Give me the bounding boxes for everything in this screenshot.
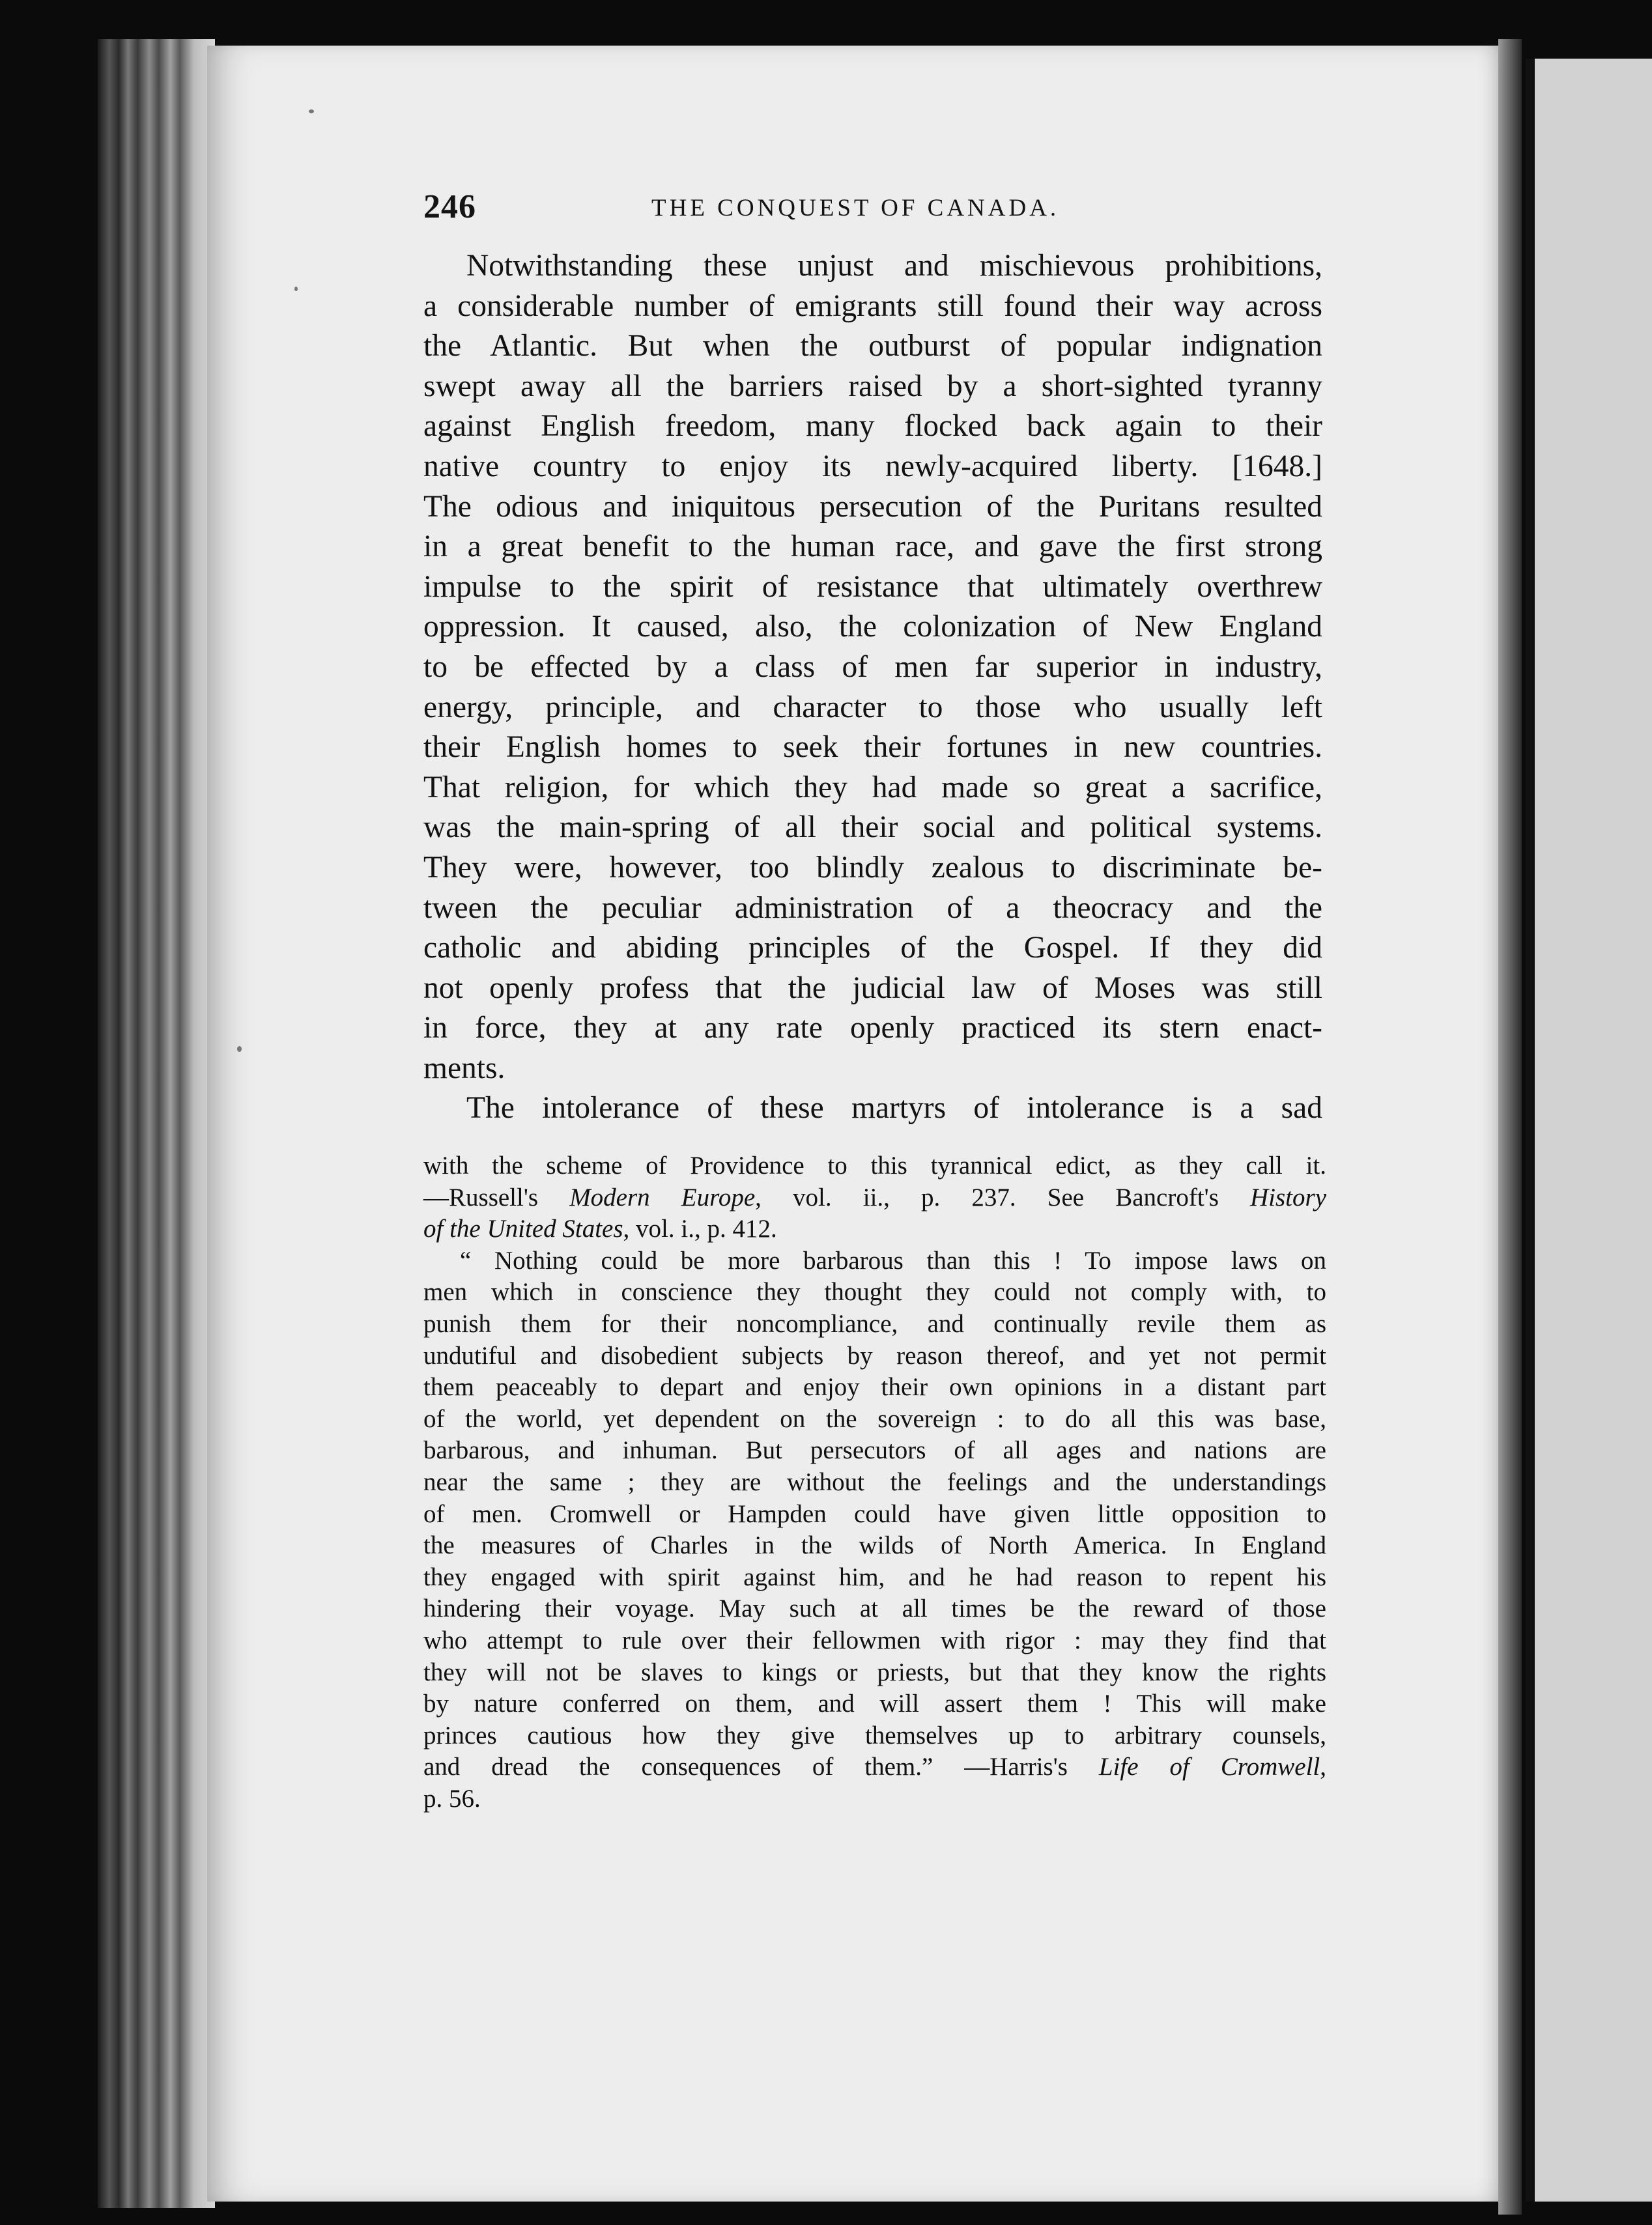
footnote-line: they will not be slaves to kings or priests, but that they know the rights	[423, 1658, 1326, 1686]
footnote-line: p. 56.	[423, 1784, 481, 1813]
footnote-line: of the world, yet dependent on the sovereign : to do all this was base,	[423, 1404, 1326, 1433]
footnote-text: , vol. ii., p. 237. See Bancroft's	[755, 1183, 1250, 1212]
footnote-line: they engaged with spirit against him, and he had reason to repent his	[423, 1563, 1326, 1591]
footnote-text: , vol. i., p. 412.	[623, 1215, 777, 1243]
page-gutter	[1498, 39, 1522, 2215]
page-header	[423, 188, 1335, 227]
footnote-line: near the same ; they are without the feelings and the understandings	[423, 1467, 1326, 1496]
text-line: against English freedom, many flocked back again to their	[423, 409, 1322, 444]
footnote-line: with the scheme of Providence to this tyrannical edict, as they call it.	[423, 1152, 1326, 1180]
footnote-line: princes cautious how they give themselves up to arbitrary counsels,	[423, 1721, 1326, 1750]
text-line: Notwithstanding these unjust and mischievous prohibitions,	[466, 249, 1322, 283]
text-line: That religion, for which they had made so great a sacrifice,	[423, 770, 1322, 804]
page-number: 246	[423, 188, 476, 225]
footnote-text: ,	[1320, 1753, 1326, 1781]
running-title: THE CONQUEST OF CANADA.	[651, 195, 1060, 221]
footnote-book-title: History	[1250, 1183, 1326, 1212]
footnote-book-title: Life of Cromwell	[1098, 1753, 1320, 1781]
footnote-line	[423, 1213, 1326, 1245]
footnote-line: men which in conscience they thought they could not comply with, to	[423, 1278, 1326, 1307]
text-line: the Atlantic. But when the outburst of popular indignation	[423, 329, 1322, 363]
text-line: a considerable number of emigrants still found their way across	[423, 289, 1322, 323]
footnote-line: who attempt to rule over their fellowmen with rigor : may they find that	[423, 1626, 1326, 1654]
footnote-line: the measures of Charles in the wilds of North America. In England	[423, 1531, 1326, 1560]
footnote-line: “ Nothing could be more barbarous than this ! To impose laws on	[460, 1246, 1326, 1275]
text-line: native country to enjoy its newly-acquired liberty. [1648.]	[423, 449, 1322, 483]
footnote-line: hindering their voyage. May such at all times be the reward of those	[423, 1594, 1326, 1623]
text-line: catholic and abiding principles of the Gospel. If they did	[423, 931, 1322, 965]
book-binding	[98, 39, 215, 2208]
ink-speck	[237, 1046, 242, 1052]
text-line: The odious and iniquitous persecution of the Puritans resulted	[423, 489, 1322, 524]
text-line: oppression. It caused, also, the colonization of New England	[423, 610, 1322, 644]
ink-speck	[294, 287, 298, 291]
footnote-line: of men. Cromwell or Hampden could have given little opposition to	[423, 1499, 1326, 1528]
text-line: to be effected by a class of men far superior in industry,	[423, 649, 1322, 684]
text-line: not openly profess that the judicial law of Moses was still	[423, 971, 1322, 1005]
text-line: The intolerance of these martyrs of intolerance is a sad	[466, 1091, 1322, 1126]
footnote	[423, 1150, 1326, 1815]
footnote-line	[423, 1751, 1326, 1783]
text-line: impulse to the spirit of resistance that ultimately overthrew	[423, 569, 1322, 604]
footnote-line: by nature conferred on them, and will assert them ! This will make	[423, 1690, 1326, 1718]
footnote-line: punish them for their noncompliance, and continually revile them as	[423, 1309, 1326, 1338]
text-line: was the main-spring of all their social and political systems.	[423, 810, 1322, 845]
main-text	[423, 246, 1322, 1129]
text-line: energy, principle, and character to those who usually left	[423, 690, 1322, 724]
text-line: in force, they at any rate openly practiced its stern enact-	[423, 1011, 1322, 1045]
footnote-line: them peaceably to depart and enjoy their own opinions in a distant part	[423, 1373, 1326, 1402]
footnote-text: and dread the consequences of them.” —Harris's	[423, 1753, 1099, 1781]
footnote-book-title: Modern Europe	[569, 1183, 756, 1212]
text-line: They were, however, too blindly zealous to discriminate be-	[423, 850, 1322, 885]
text-line: ments.	[423, 1051, 506, 1085]
footnote-line: undutiful and disobedient subjects by reason thereof, and yet not permit	[423, 1341, 1326, 1370]
text-line: swept away all the barriers raised by a short-sighted tyranny	[423, 369, 1322, 403]
text-line: their English homes to seek their fortunes in new countries.	[423, 730, 1322, 765]
text-line: in a great benefit to the human race, and gave the first strong	[423, 530, 1322, 564]
ink-speck	[309, 109, 314, 113]
footnote-text: —Russell's	[423, 1183, 570, 1212]
footnote-line: barbarous, and inhuman. But persecutors of all ages and nations are	[423, 1436, 1326, 1465]
facing-page-edge	[1526, 59, 1652, 2202]
footnote-line	[423, 1182, 1326, 1214]
footnote-book-title: of the United States	[423, 1215, 623, 1243]
text-line: tween the peculiar administration of a theocracy and the	[423, 890, 1322, 925]
